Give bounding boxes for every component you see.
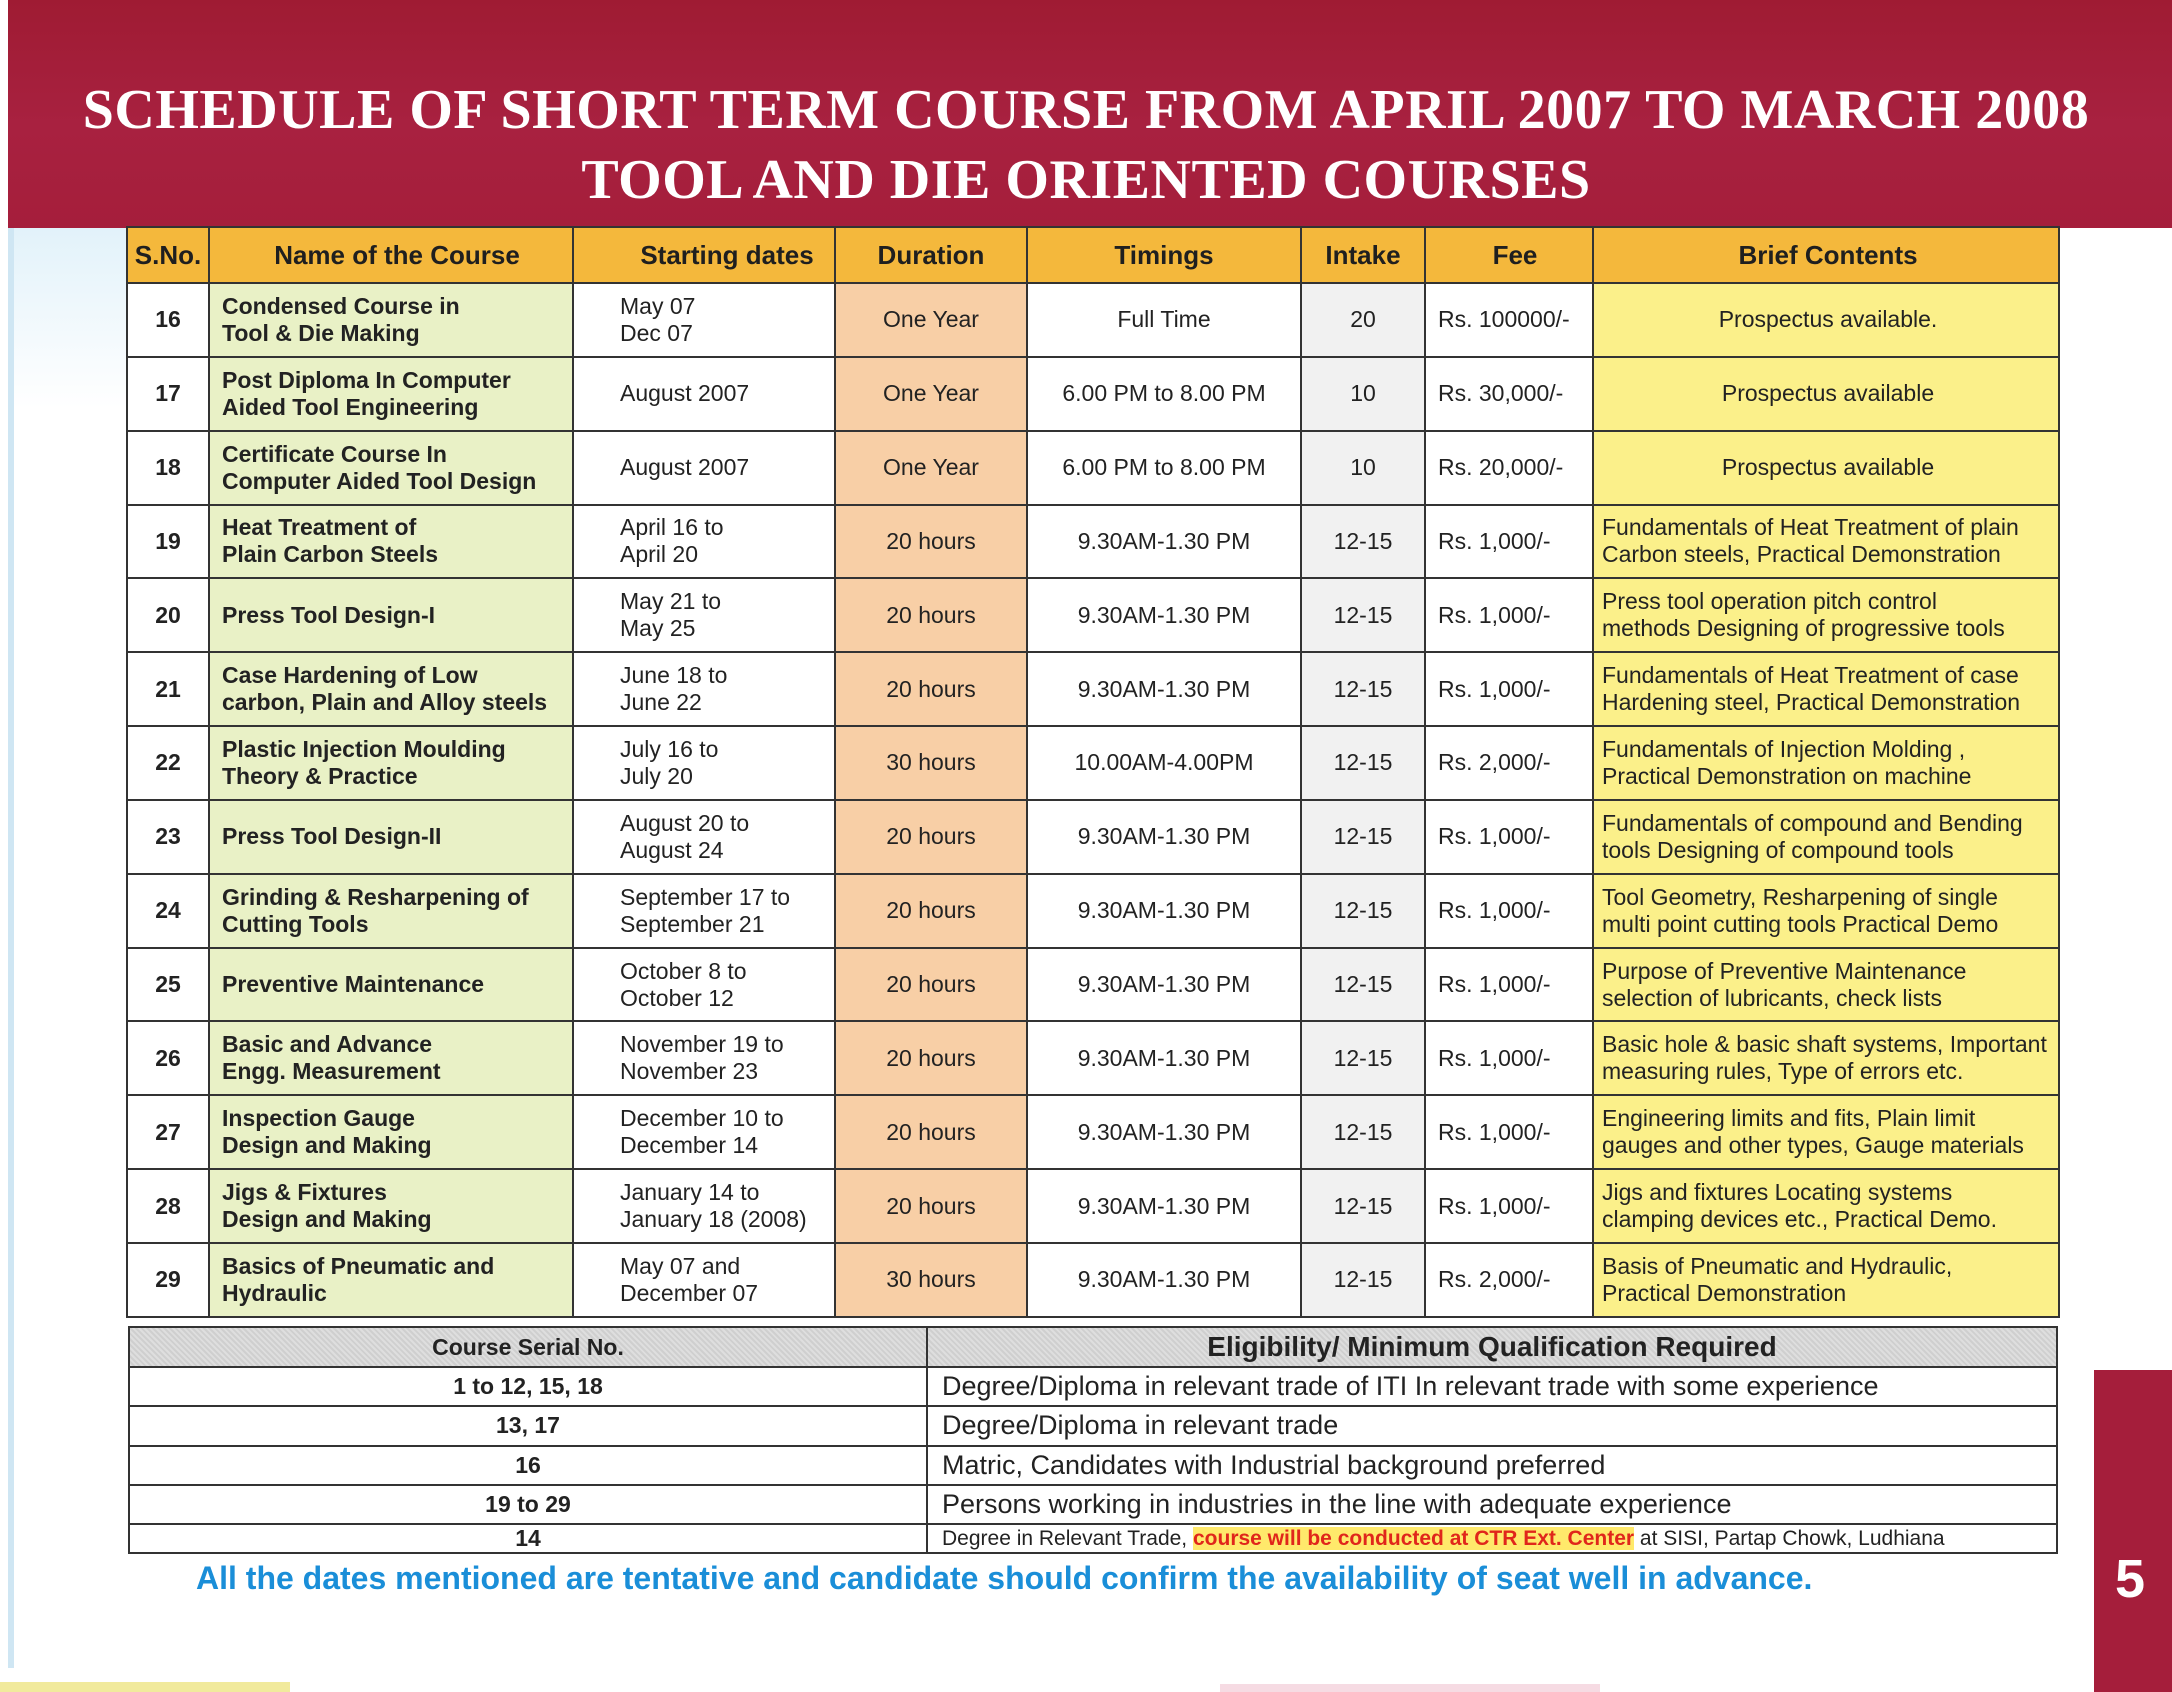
course-sno: 27 <box>127 1095 209 1169</box>
column-header-timings: Timings <box>1027 227 1301 283</box>
eligibility-header-serial: Course Serial No. <box>129 1327 927 1367</box>
course-timings: 9.30AM-1.30 PM <box>1027 1169 1301 1243</box>
course-timings: 9.30AM-1.30 PM <box>1027 1021 1301 1095</box>
eligibility-row <box>129 1367 2057 1406</box>
course-timings: 9.30AM-1.30 PM <box>1027 1095 1301 1169</box>
eligibility-serial: 19 to 29 <box>129 1485 927 1524</box>
course-fee: Rs. 1,000/- <box>1425 800 1593 874</box>
course-sno: 17 <box>127 357 209 431</box>
table-row <box>127 800 2059 874</box>
column-header-start: Starting dates <box>573 227 835 283</box>
table-row <box>127 874 2059 948</box>
course-intake: 12-15 <box>1301 726 1425 800</box>
course-brief-contents: Fundamentals of Injection Molding , Practical Demonstration on machine <box>1593 726 2059 800</box>
schedule-table <box>126 226 2060 1318</box>
course-intake: 12-15 <box>1301 652 1425 726</box>
course-intake: 12-15 <box>1301 800 1425 874</box>
eligibility-qualification: Degree/Diploma in relevant trade <box>927 1406 2057 1445</box>
eligibility-row <box>129 1446 2057 1485</box>
course-sno: 18 <box>127 431 209 505</box>
column-header-duration: Duration <box>835 227 1027 283</box>
course-timings: 9.30AM-1.30 PM <box>1027 948 1301 1022</box>
table-row <box>127 431 2059 505</box>
left-page-edge <box>8 228 14 1668</box>
course-intake: 20 <box>1301 283 1425 357</box>
course-timings: 9.30AM-1.30 PM <box>1027 800 1301 874</box>
course-start-dates: May 07 Dec 07 <box>573 283 835 357</box>
course-intake: 12-15 <box>1301 1021 1425 1095</box>
course-intake: 12-15 <box>1301 1095 1425 1169</box>
table-row <box>127 1243 2059 1317</box>
eligibility-serial: 14 <box>129 1524 927 1553</box>
eligibility-header-row <box>129 1327 2057 1367</box>
course-fee: Rs. 1,000/- <box>1425 948 1593 1022</box>
course-intake: 12-15 <box>1301 948 1425 1022</box>
table-row <box>127 578 2059 652</box>
course-brief-contents: Prospectus available. <box>1593 283 2059 357</box>
course-sno: 23 <box>127 800 209 874</box>
course-name: Certificate Course In Computer Aided Tool Design <box>209 431 573 505</box>
course-start-dates: April 16 to April 20 <box>573 505 835 579</box>
course-brief-contents: Tool Geometry, Resharpening of single multi point cutting tools Practical Demo <box>1593 874 2059 948</box>
course-start-dates: August 2007 <box>573 431 835 505</box>
course-name: Condensed Course in Tool & Die Making <box>209 283 573 357</box>
course-brief-contents: Purpose of Preventive Maintenance selection of lubricants, check lists <box>1593 948 2059 1022</box>
course-brief-contents: Jigs and fixtures Locating systems clamping devices etc., Practical Demo. <box>1593 1169 2059 1243</box>
course-sno: 21 <box>127 652 209 726</box>
bottom-edge-tint <box>1220 1684 1600 1692</box>
table-row <box>127 1021 2059 1095</box>
eligibility-serial: 16 <box>129 1446 927 1485</box>
course-brief-contents: Basic hole & basic shaft systems, Important measuring rules, Type of errors etc. <box>1593 1021 2059 1095</box>
course-start-dates: November 19 to November 23 <box>573 1021 835 1095</box>
page-title: SCHEDULE OF SHORT TERM COURSE FROM APRIL 2007 TO MARCH 2008 <box>82 79 2090 141</box>
eligibility-qualification: Matric, Candidates with Industrial background preferred <box>927 1446 2057 1485</box>
course-duration: One Year <box>835 283 1027 357</box>
table-row <box>127 505 2059 579</box>
course-name: Jigs & Fixtures Design and Making <box>209 1169 573 1243</box>
course-brief-contents: Fundamentals of compound and Bending tools Designing of compound tools <box>1593 800 2059 874</box>
column-header-brief: Brief Contents <box>1593 227 2059 283</box>
eligibility-body <box>129 1367 2057 1524</box>
column-header-name: Name of the Course <box>209 227 573 283</box>
course-sno: 29 <box>127 1243 209 1317</box>
course-brief-contents: Prospectus available <box>1593 431 2059 505</box>
course-timings: 9.30AM-1.30 PM <box>1027 874 1301 948</box>
eligibility-row <box>129 1485 2057 1524</box>
column-header-intake: Intake <box>1301 227 1425 283</box>
course-start-dates: September 17 to September 21 <box>573 874 835 948</box>
course-sno: 19 <box>127 505 209 579</box>
course-start-dates: August 2007 <box>573 357 835 431</box>
course-sno: 16 <box>127 283 209 357</box>
eligibility-row <box>129 1524 2057 1553</box>
eligibility-qualification <box>927 1524 2057 1553</box>
course-name: Basic and Advance Engg. Measurement <box>209 1021 573 1095</box>
course-intake: 12-15 <box>1301 874 1425 948</box>
course-timings: 10.00AM-4.00PM <box>1027 726 1301 800</box>
footer-note: All the dates mentioned are tentative and candidate should confirm the availability of seat well in advance. <box>196 1560 1813 1596</box>
course-brief-contents: Basis of Pneumatic and Hydraulic, Practical Demonstration <box>1593 1243 2059 1317</box>
course-start-dates: January 14 to January 18 (2008) <box>573 1169 835 1243</box>
eligibility-serial: 13, 17 <box>129 1406 927 1445</box>
eligibility-table <box>128 1326 2058 1554</box>
column-header-sno: S.No. <box>127 227 209 283</box>
left-page-tint <box>8 228 128 408</box>
course-fee: Rs. 2,000/- <box>1425 726 1593 800</box>
course-name: Preventive Maintenance <box>209 948 573 1022</box>
course-name: Post Diploma In Computer Aided Tool Engineering <box>209 357 573 431</box>
eligibility-serial: 1 to 12, 15, 18 <box>129 1367 927 1406</box>
course-brief-contents: Engineering limits and fits, Plain limit gauges and other types, Gauge materials <box>1593 1095 2059 1169</box>
bottom-edge-strip <box>0 1682 290 1692</box>
course-fee: Rs. 1,000/- <box>1425 1095 1593 1169</box>
qualification-prefix: Degree in Relevant Trade, <box>942 1526 1193 1550</box>
course-intake: 10 <box>1301 357 1425 431</box>
course-sno: 22 <box>127 726 209 800</box>
course-fee: Rs. 20,000/- <box>1425 431 1593 505</box>
course-start-dates: July 16 to July 20 <box>573 726 835 800</box>
course-start-dates: May 07 and December 07 <box>573 1243 835 1317</box>
course-intake: 10 <box>1301 431 1425 505</box>
course-intake: 12-15 <box>1301 1169 1425 1243</box>
course-name: Press Tool Design-II <box>209 800 573 874</box>
course-timings: 9.30AM-1.30 PM <box>1027 1243 1301 1317</box>
course-duration: 20 hours <box>835 652 1027 726</box>
course-sno: 20 <box>127 578 209 652</box>
course-duration: 20 hours <box>835 948 1027 1022</box>
course-start-dates: June 18 to June 22 <box>573 652 835 726</box>
course-duration: 20 hours <box>835 1095 1027 1169</box>
venue-highlight: course will be conducted at CTR Ext. Center <box>1192 1526 1635 1550</box>
eligibility-header-qualification: Eligibility/ Minimum Qualification Required <box>927 1327 2057 1367</box>
course-duration: 20 hours <box>835 1021 1027 1095</box>
course-brief-contents: Press tool operation pitch control methods Designing of progressive tools <box>1593 578 2059 652</box>
course-sno: 28 <box>127 1169 209 1243</box>
course-intake: 12-15 <box>1301 505 1425 579</box>
eligibility-qualification: Persons working in industries in the line with adequate experience <box>927 1485 2057 1524</box>
course-fee: Rs. 1,000/- <box>1425 1021 1593 1095</box>
page-subtitle: TOOL AND DIE ORIENTED COURSES <box>581 149 1591 211</box>
course-fee: Rs. 1,000/- <box>1425 505 1593 579</box>
column-header-fee: Fee <box>1425 227 1593 283</box>
table-row <box>127 948 2059 1022</box>
course-fee: Rs. 30,000/- <box>1425 357 1593 431</box>
course-timings: 9.30AM-1.30 PM <box>1027 652 1301 726</box>
course-name: Basics of Pneumatic and Hydraulic <box>209 1243 573 1317</box>
course-start-dates: October 8 to October 12 <box>573 948 835 1022</box>
table-row <box>127 1169 2059 1243</box>
course-name: Inspection Gauge Design and Making <box>209 1095 573 1169</box>
table-row <box>127 357 2059 431</box>
course-duration: 20 hours <box>835 1169 1027 1243</box>
course-duration: 20 hours <box>835 505 1027 579</box>
eligibility-row <box>129 1406 2057 1445</box>
course-brief-contents: Prospectus available <box>1593 357 2059 431</box>
course-brief-contents: Fundamentals of Heat Treatment of plain Carbon steels, Practical Demonstration <box>1593 505 2059 579</box>
course-name: Heat Treatment of Plain Carbon Steels <box>209 505 573 579</box>
course-fee: Rs. 1,000/- <box>1425 578 1593 652</box>
course-fee: Rs. 1,000/- <box>1425 874 1593 948</box>
course-duration: 20 hours <box>835 800 1027 874</box>
course-sno: 24 <box>127 874 209 948</box>
course-timings: Full Time <box>1027 283 1301 357</box>
course-duration: 30 hours <box>835 1243 1027 1317</box>
course-fee: Rs. 1,000/- <box>1425 1169 1593 1243</box>
course-timings: 9.30AM-1.30 PM <box>1027 578 1301 652</box>
course-sno: 26 <box>127 1021 209 1095</box>
course-start-dates: December 10 to December 14 <box>573 1095 835 1169</box>
course-name: Press Tool Design-I <box>209 578 573 652</box>
course-intake: 12-15 <box>1301 1243 1425 1317</box>
table-row <box>127 726 2059 800</box>
course-brief-contents: Fundamentals of Heat Treatment of case Hardening steel, Practical Demonstration <box>1593 652 2059 726</box>
eligibility-qualification: Degree/Diploma in relevant trade of ITI In relevant trade with some experience <box>927 1367 2057 1406</box>
qualification-suffix: at SISI, Partap Chowk, Ludhiana <box>1634 1526 1945 1550</box>
course-intake: 12-15 <box>1301 578 1425 652</box>
course-name: Case Hardening of Low carbon, Plain and Alloy steels <box>209 652 573 726</box>
course-sno: 25 <box>127 948 209 1022</box>
course-start-dates: May 21 to May 25 <box>573 578 835 652</box>
table-row <box>127 283 2059 357</box>
course-fee: Rs. 1,000/- <box>1425 652 1593 726</box>
course-duration: One Year <box>835 357 1027 431</box>
course-name: Plastic Injection Moulding Theory & Practice <box>209 726 573 800</box>
schedule-body <box>127 283 2059 1317</box>
course-duration: 20 hours <box>835 874 1027 948</box>
course-duration: One Year <box>835 431 1027 505</box>
course-duration: 20 hours <box>835 578 1027 652</box>
course-duration: 30 hours <box>835 726 1027 800</box>
course-timings: 6.00 PM to 8.00 PM <box>1027 431 1301 505</box>
course-start-dates: August 20 to August 24 <box>573 800 835 874</box>
table-row <box>127 1095 2059 1169</box>
course-fee: Rs. 100000/- <box>1425 283 1593 357</box>
table-row <box>127 652 2059 726</box>
page-number: 5 <box>2114 1549 2146 1609</box>
page-tab <box>2094 1370 2172 1692</box>
course-timings: 9.30AM-1.30 PM <box>1027 505 1301 579</box>
schedule-header-row <box>127 227 2059 283</box>
course-name: Grinding & Resharpening of Cutting Tools <box>209 874 573 948</box>
course-fee: Rs. 2,000/- <box>1425 1243 1593 1317</box>
course-timings: 6.00 PM to 8.00 PM <box>1027 357 1301 431</box>
